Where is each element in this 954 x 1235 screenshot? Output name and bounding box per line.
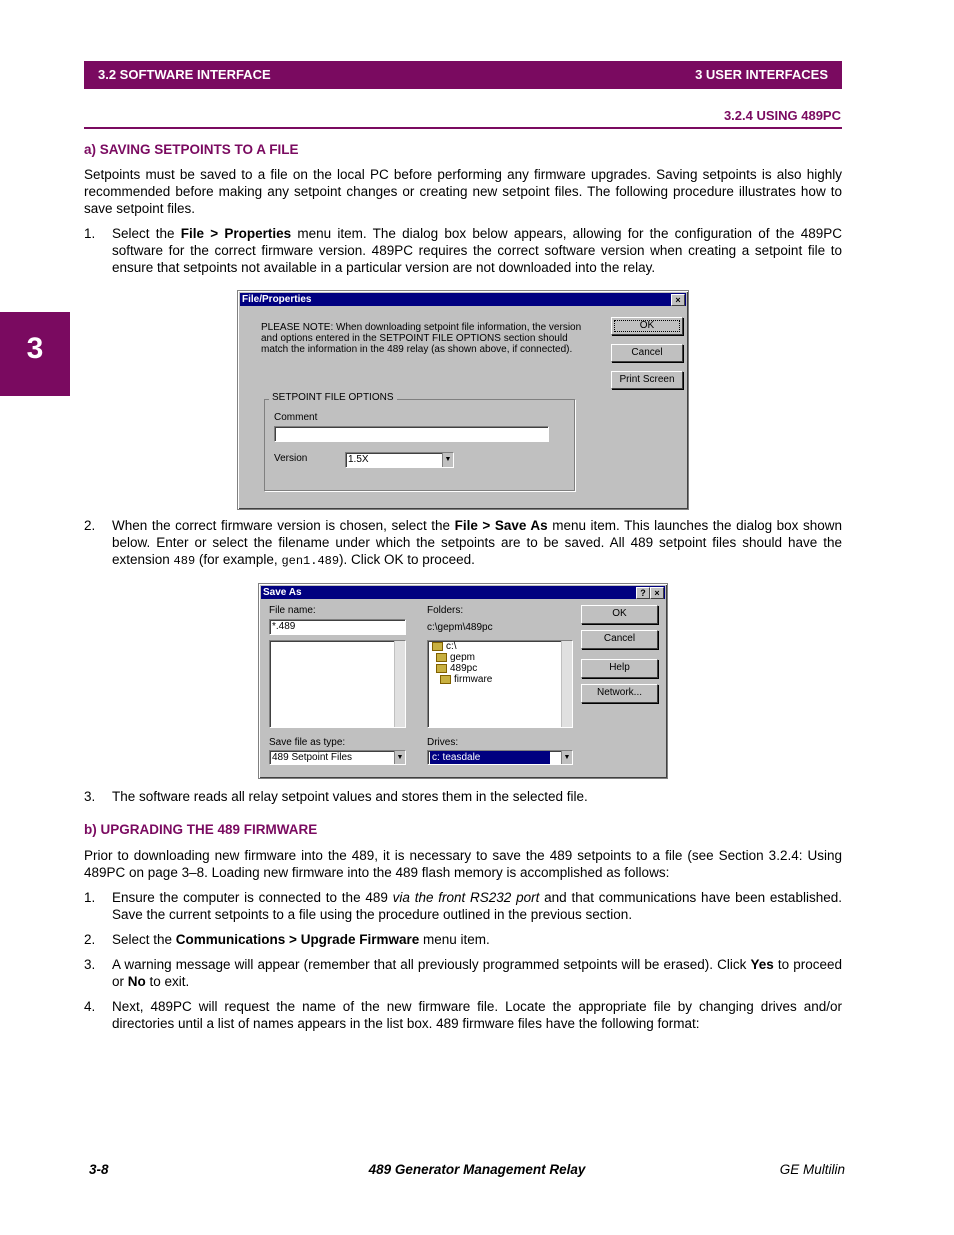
scrollbar[interactable]: [394, 641, 405, 727]
save-as-dialog: [258, 583, 668, 779]
folder-item[interactable]: firmware: [430, 674, 572, 685]
version-select[interactable]: [345, 452, 454, 468]
section-a-title: a) SAVING SETPOINTS TO A FILE: [84, 142, 299, 157]
file-list[interactable]: [269, 640, 406, 728]
footer-page-number: 3-8: [89, 1162, 109, 1177]
ok-button[interactable]: OK: [611, 317, 683, 335]
footer-title: 489 Generator Management Relay: [368, 1162, 586, 1177]
folder-icon: [436, 653, 447, 662]
cancel-button[interactable]: Cancel: [581, 630, 658, 649]
step-number: 2.: [84, 518, 96, 533]
drives-value: c: teasdale: [430, 751, 550, 764]
folder-item[interactable]: gepm: [430, 652, 572, 663]
step-text: When the correct firmware version is chosen, select the File > Save As menu item. This launches the dialog box shown below. Enter or select the filename under which the setpoints are to be saved. All 489 setpoint files should have the extension 489 (for example, gen1.489). Click OK to proceed.: [112, 518, 842, 568]
footer-brand: GE Multilin: [779, 1162, 845, 1177]
chevron-down-icon[interactable]: ▼: [442, 453, 453, 467]
folders-path: c:\gepm\489pc: [427, 622, 493, 633]
please-note-text: PLEASE NOTE: When downloading setpoint file information, the version and options entered in the SETPOINT FILE OPTIONS section should match the information in the 489 relay (as shown above, if connected).: [261, 322, 582, 355]
chevron-down-icon[interactable]: ▼: [394, 751, 405, 764]
folder-icon: [432, 642, 443, 651]
header-bar: [84, 61, 842, 89]
type-label: Save file as type:: [269, 737, 346, 748]
header-rule: [84, 127, 842, 129]
comment-label: Comment: [274, 412, 318, 423]
chapter-tab: [0, 312, 70, 396]
step-text: Next, 489PC will request the name of the new firmware file. Locate the appropriate file by changing drives and/or directories until a list of names appears in the list box. 489 firmware files have the following format:: [112, 999, 842, 1031]
version-label: Version: [274, 453, 308, 464]
close-icon[interactable]: ×: [671, 294, 685, 306]
group-label: SETPOINT FILE OPTIONS: [269, 392, 397, 403]
version-value: 1.5X: [348, 454, 369, 465]
step-number: 1.: [84, 890, 96, 905]
folder-list[interactable]: [427, 640, 573, 728]
step-text: Select the Communications > Upgrade Firmware menu item.: [112, 932, 490, 947]
subsection-heading: 3.2.4 USING 489PC: [723, 108, 841, 123]
step-number: 3.: [84, 789, 96, 804]
scrollbar[interactable]: [561, 641, 572, 727]
dialog-title-bar: [240, 293, 686, 306]
drives-select[interactable]: [427, 750, 573, 765]
section-b-intro: Prior to downloading new firmware into the 489, it is necessary to save the 489 setpoints to a file (see Section 3.2.4: Using 489PC on page 3–8. Loading new firmware into the 489 flash memory is accomplished as follows:: [84, 848, 842, 880]
filename-input[interactable]: *.489: [269, 619, 406, 635]
step-a3: [84, 788, 842, 806]
step-a1: [84, 225, 842, 277]
section-b-title: b) UPGRADING THE 489 FIRMWARE: [84, 822, 318, 837]
folder-icon: [436, 664, 447, 673]
folder-item[interactable]: 489pc: [430, 663, 572, 674]
ok-button[interactable]: OK: [581, 605, 658, 624]
step-b1: [84, 889, 842, 925]
header-left: 3.2 SOFTWARE INTERFACE: [98, 67, 271, 82]
folder-icon: [440, 675, 451, 684]
step-number: 2.: [84, 932, 96, 947]
step-text: The software reads all relay setpoint values and stores them in the selected file.: [112, 789, 588, 804]
network-button[interactable]: Network...: [581, 684, 658, 703]
dialog-title: Save As: [263, 587, 302, 598]
step-b2: [84, 931, 842, 949]
step-text: A warning message will appear (remember that all previously programmed setpoints will be erased). Click Yes to proceed or No to exit.: [112, 957, 842, 989]
step-b4: [84, 998, 842, 1034]
drives-label: Drives:: [427, 737, 459, 748]
step-b3: [84, 956, 842, 992]
chapter-number: 3: [26, 332, 44, 365]
dialog-title-bar: [261, 586, 665, 599]
file-properties-dialog: [237, 290, 689, 510]
comment-input[interactable]: [274, 426, 549, 442]
step-text: Select the File > Properties menu item. The dialog box below appears, allowing for the configuration of the 489PC software for the correct firmware version. 489PC requires the correct software version when creating a setpoint file to ensure that setpoints not available in a particular version are not downloaded into the relay.: [112, 226, 842, 275]
help-button[interactable]: Help: [581, 659, 658, 678]
step-a2: [84, 517, 842, 569]
step-number: 4.: [84, 999, 96, 1014]
dialog-title: File/Properties: [242, 294, 312, 305]
chevron-down-icon[interactable]: ▼: [561, 751, 572, 764]
folder-item[interactable]: c:\: [430, 641, 572, 652]
folders-label: Folders:: [427, 605, 464, 616]
header-right: 3 USER INTERFACES: [695, 67, 828, 82]
step-text: Ensure the computer is connected to the 489 via the front RS232 port and that communications have been established. Save the current setpoints to a file using the procedure outlined in the previous section.: [112, 890, 842, 922]
help-icon[interactable]: ?: [636, 587, 650, 599]
print-screen-button[interactable]: Print Screen: [611, 371, 683, 389]
filename-label: File name:: [269, 605, 316, 616]
file-type-value: 489 Setpoint Files: [272, 752, 353, 763]
step-number: 1.: [84, 226, 96, 241]
cancel-button[interactable]: Cancel: [611, 344, 683, 362]
close-icon[interactable]: ×: [650, 587, 664, 599]
section-a-intro: Setpoints must be saved to a file on the local PC before performing any firmware upgrades. Saving setpoints is also highly recommended before making any setpoint changes or creating new setpoint files. The following procedure illustrates how to save setpoint files.: [84, 167, 842, 216]
file-type-select[interactable]: [269, 750, 406, 765]
step-number: 3.: [84, 957, 96, 972]
